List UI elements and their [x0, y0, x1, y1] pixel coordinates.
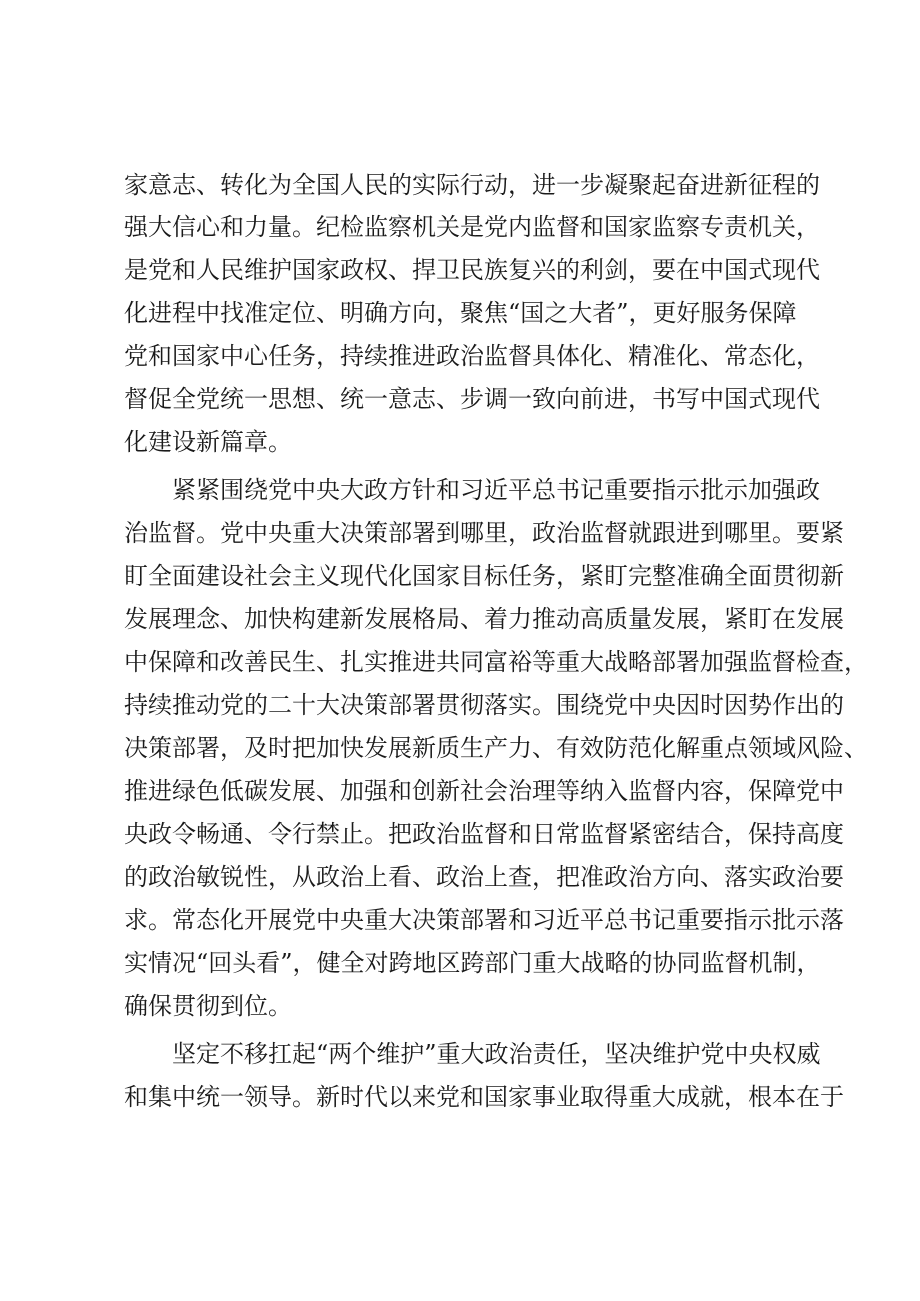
- text-line-11: 发展理念、加快构建新发展格局、着力推动高质量发展，紧盯在发展: [124, 605, 844, 633]
- text-line-4: 化进程中找准定位、明确方向，聚焦“国之大者”，更好服务保障: [124, 299, 797, 327]
- text-line-22: 和集中统一领导。新时代以来党和国家事业取得重大成就，根本在于: [124, 1083, 844, 1111]
- text-line-6: 督促全党统一思想、统一意志、步调一致向前进，书写中国式现代: [124, 385, 820, 413]
- text-line-12: 中保障和改善民生、扎实推进共同富裕等重大战略部署加强监督检查，: [124, 648, 868, 676]
- text-line-9: 治监督。党中央重大决策部署到哪里，政治监督就跟进到哪里。要紧: [124, 519, 844, 547]
- text-line-5: 党和国家中心任务，持续推进政治监督具体化、精准化、常态化，: [124, 342, 820, 370]
- text-line-2: 强大信心和力量。纪检监察机关是党内监督和国家监察专责机关，: [124, 213, 820, 241]
- text-line-10: 盯全面建设社会主义现代化国家目标任务，紧盯完整准确全面贯彻新: [124, 562, 844, 590]
- text-line-19: 实情况“回头看”，健全对跨地区跨部门重大战略的协同监督机制，: [124, 949, 821, 977]
- text-line-14: 决策部署，及时把加快发展新质生产力、有效防范化解重点领域风险、: [124, 734, 868, 762]
- text-line-21: 坚定不移扛起“两个维护”重大政治责任，坚决维护党中央权威: [172, 1040, 821, 1068]
- text-line-15: 推进绿色低碳发展、加强和创新社会治理等纳入监督内容，保障党中: [124, 777, 844, 805]
- text-line-8: 紧紧围绕党中央大政方针和习近平总书记重要指示批示加强政: [172, 476, 820, 504]
- text-line-20: 确保贯彻到位。: [124, 992, 292, 1020]
- text-line-18: 求。常态化开展党中央重大决策部署和习近平总书记重要指示批示落: [124, 906, 844, 934]
- text-line-17: 的政治敏锐性，从政治上看、政治上查，把准政治方向、落实政治要: [124, 863, 844, 891]
- text-line-7: 化建设新篇章。: [124, 428, 292, 456]
- text-line-16: 央政令畅通、令行禁止。把政治监督和日常监督紧密结合，保持高度: [124, 820, 844, 848]
- text-line-3: 是党和人民维护国家政权、捍卫民族复兴的利剑，要在中国式现代: [124, 256, 820, 284]
- text-line-1: 家意志、转化为全国人民的实际行动，进一步凝聚起奋进新征程的: [124, 171, 820, 199]
- text-line-13: 持续推动党的二十大决策部署贯彻落实。围绕党中央因时因势作出的: [124, 691, 844, 719]
